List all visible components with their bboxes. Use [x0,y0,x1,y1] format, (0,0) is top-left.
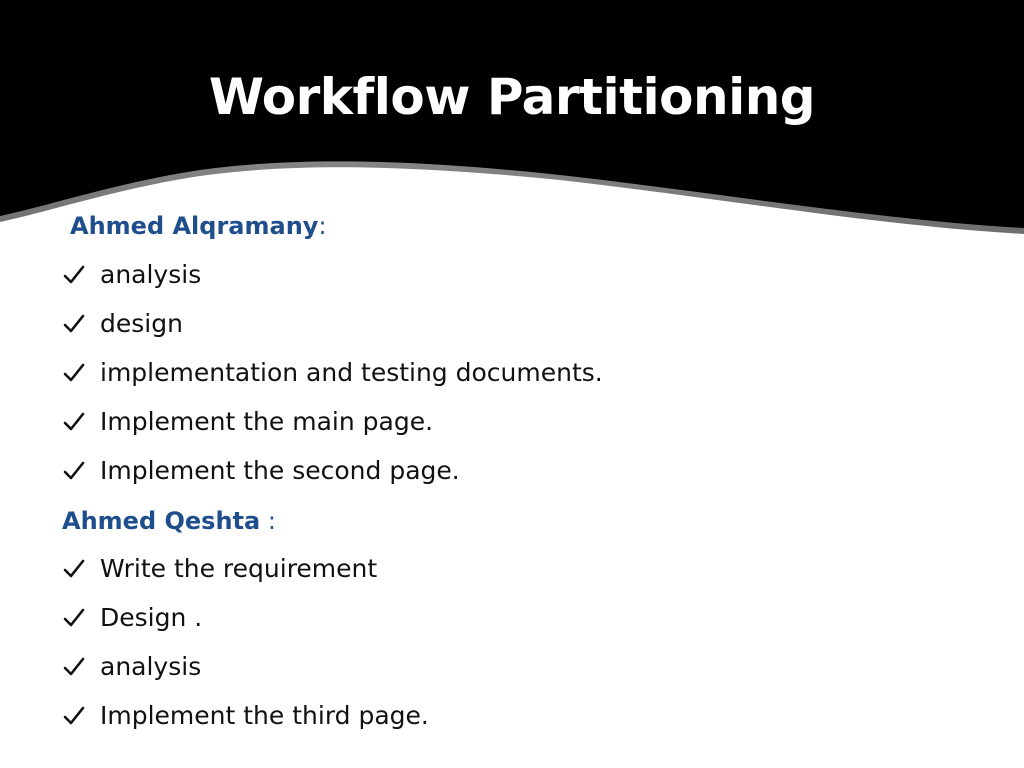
checkmark-icon [62,606,86,630]
section-colon: : [318,212,327,240]
task-item [62,552,377,586]
section-heading-ahmed-qeshta [62,506,276,536]
task-item [62,650,201,684]
checkmark-icon [62,704,86,728]
task-item [62,356,603,390]
task-label: Write the requirement [100,554,378,583]
section-name: Ahmed Alqramany [70,212,319,240]
task-label: Implement the second page. [100,456,460,485]
task-label: Implement the third page. [100,701,429,730]
checkmark-icon [62,263,86,287]
task-label: analysis [100,260,202,289]
task-item [62,405,433,439]
checkmark-icon [62,557,86,581]
task-item [62,307,183,341]
checkmark-icon [62,312,86,336]
task-label: Implement the main page. [100,407,434,436]
task-label: implementation and testing documents. [100,358,603,387]
section-heading-ahmed-alqramany [70,211,327,241]
task-label: design [100,309,183,338]
task-item [62,699,429,733]
task-item [62,258,201,292]
checkmark-icon [62,361,86,385]
task-item [62,601,202,635]
task-item [62,454,460,488]
task-label: Design . [100,603,203,632]
checkmark-icon [62,655,86,679]
checkmark-icon [62,459,86,483]
slide-title: Workflow Partitioning [208,68,816,126]
section-colon: : [260,507,276,535]
checkmark-icon [62,410,86,434]
task-label: analysis [100,652,202,681]
section-name: Ahmed Qeshta [62,507,261,535]
